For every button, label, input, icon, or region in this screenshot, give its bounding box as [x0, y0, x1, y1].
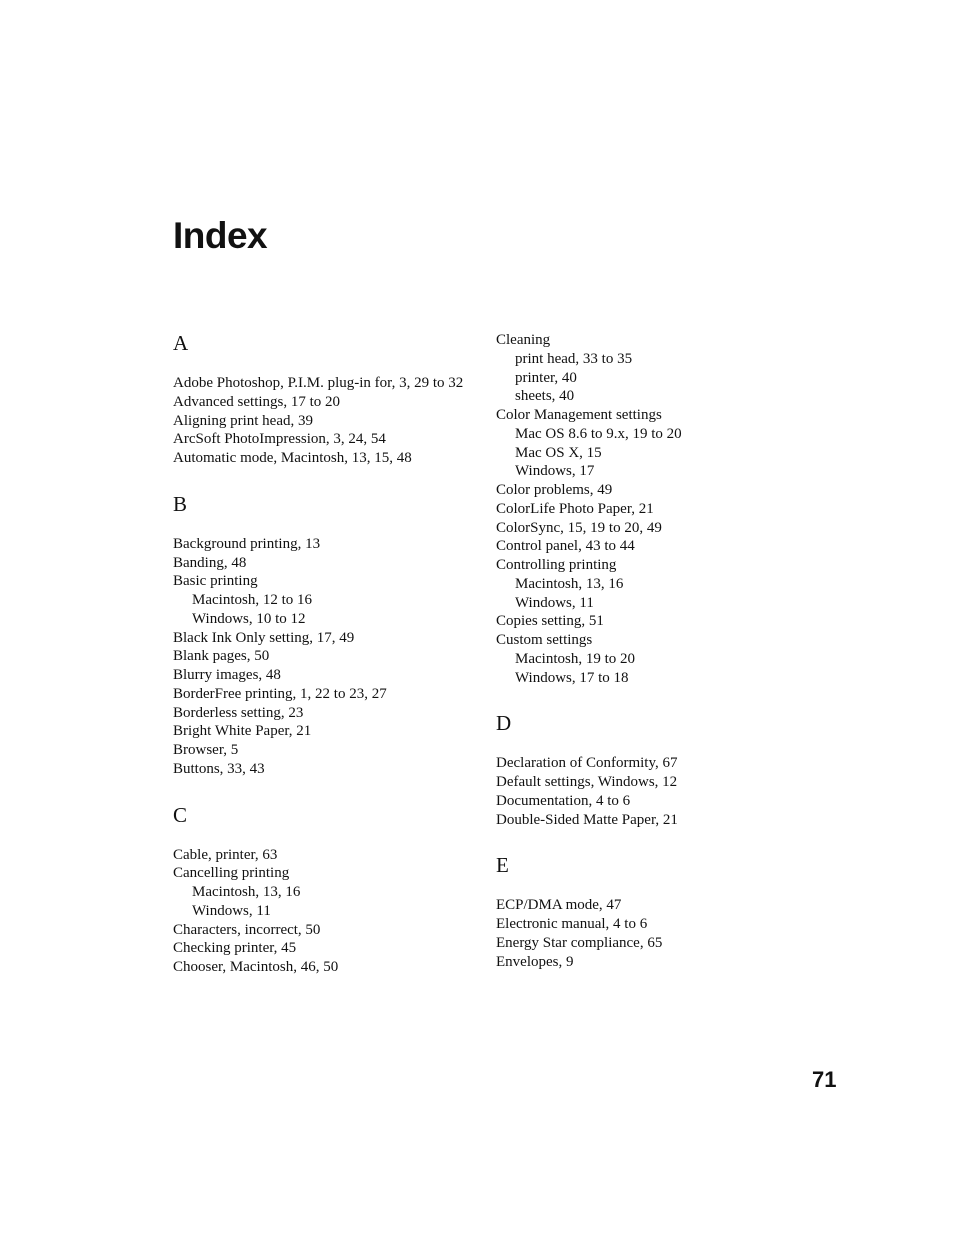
index-entry-text: Cancelling printing [173, 865, 290, 882]
index-subentry: Macintosh, 13, 16 [515, 575, 624, 592]
index-entries [173, 374, 483, 468]
index-entry [173, 629, 483, 648]
index-entry-text: Background printing, 13 [173, 535, 321, 552]
index-subentries [173, 883, 483, 921]
index-entry-text: BorderFree printing, 1, 22 to 23, 27 [173, 685, 387, 702]
index-entry [496, 792, 796, 811]
index-subentries [173, 591, 483, 629]
index-entry-text: Energy Star compliance, 65 [496, 934, 663, 951]
index-entry-text: Black Ink Only setting, 17, 49 [173, 629, 355, 646]
index-entry-text: Basic printing [173, 573, 258, 590]
index-entries [496, 754, 796, 829]
index-section [496, 331, 796, 687]
index-subentries [496, 425, 796, 481]
index-entry-text: Banding, 48 [173, 554, 247, 571]
index-entry-text: Default settings, Windows, 12 [496, 774, 678, 790]
index-entry [173, 958, 483, 977]
index-entry [496, 331, 796, 406]
index-entry [173, 666, 483, 685]
index-entry-text: Control panel, 43 to 44 [496, 538, 635, 555]
index-entry-text: Documentation, 4 to 6 [496, 792, 631, 809]
section-letter: C [173, 802, 188, 827]
index-entry-text: Characters, incorrect, 50 [173, 921, 321, 938]
index-entry-text: ECP/DMA mode, 47 [496, 897, 622, 914]
section-letter: A [173, 331, 189, 355]
index-entry-text: Declaration of Conformity, 67 [496, 755, 678, 772]
index-entry [496, 481, 796, 500]
index-entries [496, 896, 796, 971]
index-entry [173, 760, 483, 779]
index-section [496, 711, 796, 829]
index-subentry: Windows, 10 to 12 [192, 610, 306, 627]
index-entry-text: Cable, printer, 63 [173, 846, 278, 863]
index-subentry: sheets, 40 [515, 388, 575, 405]
index-entry-text: ColorLife Photo Paper, 21 [496, 500, 654, 517]
index-subentry: Macintosh, 19 to 20 [515, 650, 635, 667]
index-entry [496, 556, 796, 612]
index-entry [173, 374, 483, 393]
index-subentry: print head, 33 to 35 [515, 350, 633, 367]
index-entry [496, 773, 796, 792]
index-entry [496, 953, 796, 972]
index-subentry: Macintosh, 13, 16 [192, 884, 301, 900]
index-subentry: Mac OS 8.6 to 9.x, 19 to 20 [515, 425, 682, 442]
index-entry [496, 934, 796, 953]
index-entry-text: Aligning print head, 39 [173, 412, 313, 429]
index-entry-text: Advanced settings, 17 to 20 [173, 393, 341, 410]
section-letter: B [173, 491, 188, 516]
index-entry-text: Cleaning [496, 332, 551, 348]
index-entry-text: Automatic mode, Macintosh, 13, 15, 48 [173, 450, 412, 466]
index-entry [173, 704, 483, 723]
index-subentries [496, 350, 796, 406]
index-entry [496, 811, 796, 830]
index-subentry: printer, 40 [515, 369, 577, 386]
page-number: 71 [812, 1067, 837, 1092]
index-entry-text: Buttons, 33, 43 [173, 760, 265, 777]
index-entry-text: Chooser, Macintosh, 46, 50 [173, 959, 339, 975]
index-entry [496, 519, 796, 538]
index-column-left [173, 331, 483, 1001]
index-section [173, 803, 483, 977]
index-entry-text: Blurry images, 48 [173, 667, 281, 683]
section-letter: E [496, 853, 509, 878]
index-entry [496, 631, 796, 687]
index-entries [496, 331, 796, 687]
index-subentry: Macintosh, 12 to 16 [192, 592, 312, 608]
index-section [173, 331, 483, 468]
index-entry [496, 406, 796, 481]
index-entry-text: Color Management settings [496, 407, 662, 423]
index-entry [496, 754, 796, 773]
index-entry [496, 537, 796, 556]
index-entry [173, 430, 483, 449]
index-entry-text: Checking printer, 45 [173, 940, 297, 957]
index-entry-text: Controlling printing [496, 557, 617, 573]
index-subentry: Windows, 17 [515, 463, 595, 480]
index-entry-text: Double-Sided Matte Paper, 21 [496, 811, 678, 828]
index-entries [173, 535, 483, 779]
index-entry-text: Custom settings [496, 632, 593, 648]
index-subentry: Windows, 17 to 18 [515, 669, 629, 686]
index-entry-text: ColorSync, 15, 19 to 20, 49 [496, 519, 662, 536]
index-entry-text: Blank pages, 50 [173, 648, 270, 665]
index-entry [173, 535, 483, 554]
index-entry [173, 554, 483, 573]
index-subentries [496, 575, 796, 613]
index-entry [173, 572, 483, 628]
index-entry [173, 449, 483, 468]
index-subentries [496, 650, 796, 688]
index-entry-text: Electronic manual, 4 to 6 [496, 916, 648, 932]
index-entry [496, 915, 796, 934]
index-entry [173, 685, 483, 704]
index-subentry: Mac OS X, 15 [515, 444, 602, 461]
index-entry [173, 741, 483, 760]
index-entry [496, 896, 796, 915]
index-entry-text: Color problems, 49 [496, 482, 613, 498]
index-entry-text: Browser, 5 [173, 742, 239, 758]
index-entry [173, 647, 483, 666]
index-entry [173, 412, 483, 431]
page-title: Index [173, 215, 268, 256]
index-entry-text: Bright White Paper, 21 [173, 723, 312, 740]
index-entry [173, 722, 483, 741]
index-subentry: Windows, 11 [515, 594, 594, 611]
index-subentry: Windows, 11 [192, 902, 271, 919]
index-entry [496, 612, 796, 631]
index-entry-text: ArcSoft PhotoImpression, 3, 24, 54 [173, 431, 386, 448]
index-section [496, 853, 796, 971]
section-letter: D [496, 711, 512, 736]
index-entry [173, 921, 483, 940]
index-entry [173, 864, 483, 920]
index-section [173, 492, 483, 779]
index-entries [173, 846, 483, 977]
index-entry-text: Adobe Photoshop, P.I.M. plug-in for, 3, 29 to 32 [173, 375, 464, 391]
index-entry-text: Borderless setting, 23 [173, 704, 304, 721]
index-entry-text: Envelopes, 9 [496, 953, 574, 970]
index-column-right [496, 331, 796, 995]
index-entry [496, 500, 796, 519]
index-entry [173, 846, 483, 865]
index-entry-text: Copies setting, 51 [496, 613, 604, 630]
index-entry [173, 939, 483, 958]
index-entry [173, 393, 483, 412]
